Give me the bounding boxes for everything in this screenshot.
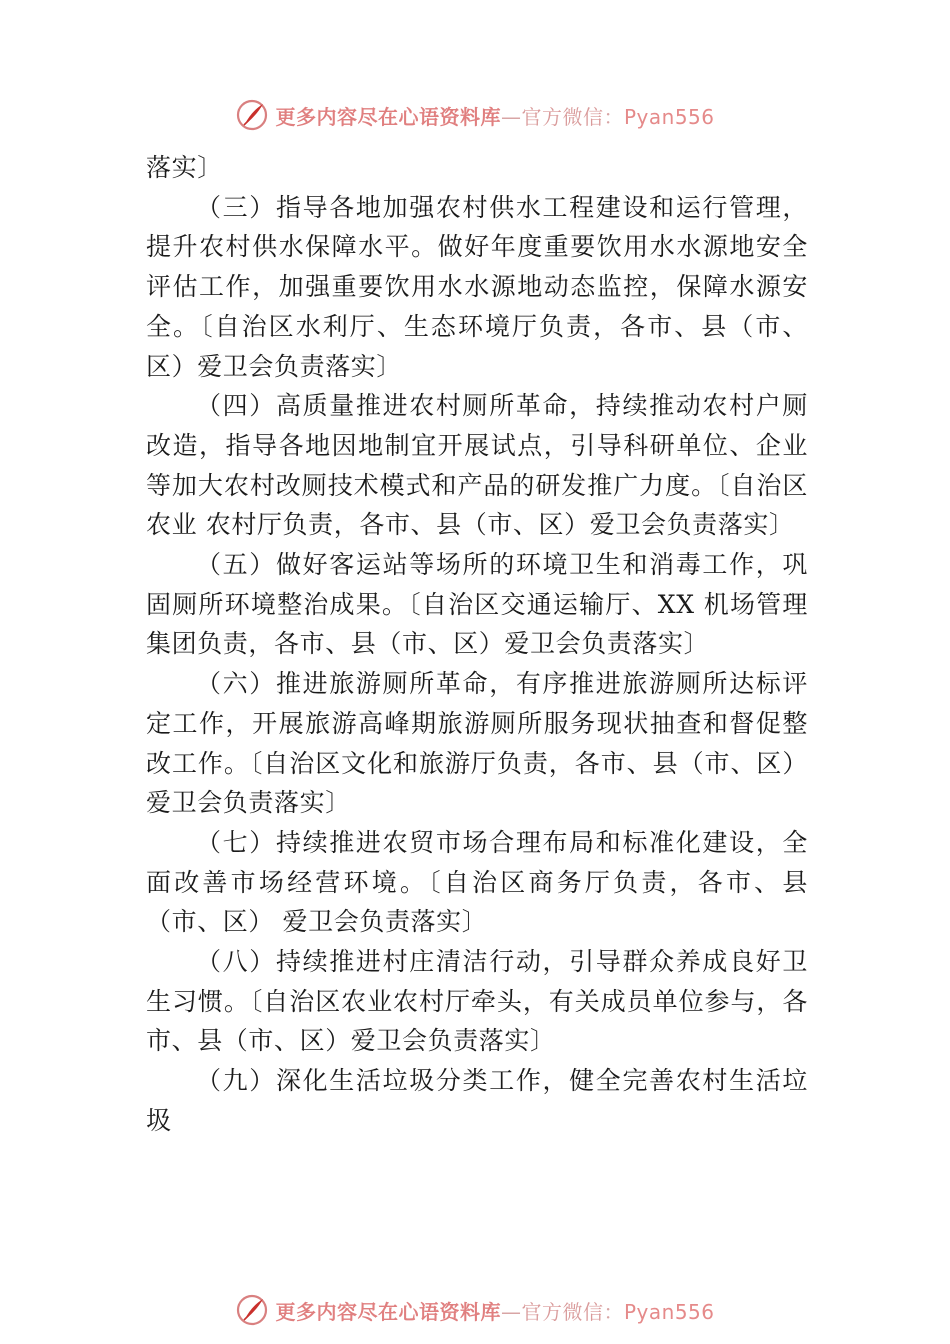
watermark-brand: 更多内容尽在心语资料库 [275, 1299, 501, 1324]
header-watermark [0, 95, 950, 135]
watermark-text [275, 101, 714, 130]
document-body [146, 148, 808, 1141]
quill-logo-icon [235, 98, 269, 132]
watermark-separator: ： [603, 1299, 624, 1324]
watermark-brand: 更多内容尽在心语资料库 [275, 104, 501, 129]
watermark-label: 官方微信 [521, 104, 604, 129]
paragraph-continuation: 落实〕 [146, 153, 223, 182]
paragraph-item-9: （九）深化生活垃圾分类工作，健全完善农村生活垃圾 [146, 1066, 808, 1135]
paragraph-item-4: （四）高质量推进农村厕所革命，持续推动农村户厕改造，指导各地因地制宜开展试点，引导科研单位、企业等加大农村改厕技术模式和产品的研发推广力度。〔自治区农业 农村厅负责，各市、县（市、区）爱卫会负责落实〕 [146, 391, 808, 540]
watermark-separator: ： [603, 104, 624, 129]
watermark-label: 官方微信 [521, 1299, 604, 1324]
paragraph-item-3: （三）指导各地加强农村供水工程建设和运行管理，提升农村供水保障水平。做好年度重要饮用水水源地安全评估工作，加强重要饮用水水源地动态监控，保障水源安全。〔自治区水利厅、生态环境厅负责，各市、县（市、区）爱卫会负责落实〕 [146, 192, 808, 381]
paragraph-item-5: （五）做好客运站等场所的环境卫生和消毒工作，巩固厕所环境整治成果。〔自治区交通运输厅、XX 机场管理集团负责，各市、县（市、区）爱卫会负责落实〕 [146, 550, 808, 659]
paragraph-item-8: （八）持续推进村庄清洁行动，引导群众养成良好卫生习惯。〔自治区农业农村厅牵头，有关成员单位参与，各市、县（市、区）爱卫会负责落实〕 [146, 947, 808, 1056]
watermark-dash: — [500, 104, 522, 129]
paragraph-item-7: （七）持续推进农贸市场合理布局和标准化建设，全面改善市场经营环境。〔自治区商务厅负责，各市、县（市、区） 爱卫会负责落实〕 [146, 827, 808, 937]
watermark-account: Pyan556 [623, 1299, 715, 1324]
watermark-account: Pyan556 [623, 104, 715, 129]
paragraph-item-6: （六）推进旅游厕所革命，有序推进旅游厕所达标评定工作，开展旅游高峰期旅游厕所服务现状抽查和督促整改工作。〔自治区文化和旅游厅负责，各市、县（市、区）爱卫会负责落实〕 [146, 669, 808, 818]
watermark-text [275, 1296, 714, 1325]
quill-logo-icon [235, 1293, 269, 1327]
watermark-dash: — [500, 1299, 522, 1324]
footer-watermark [0, 1290, 950, 1330]
